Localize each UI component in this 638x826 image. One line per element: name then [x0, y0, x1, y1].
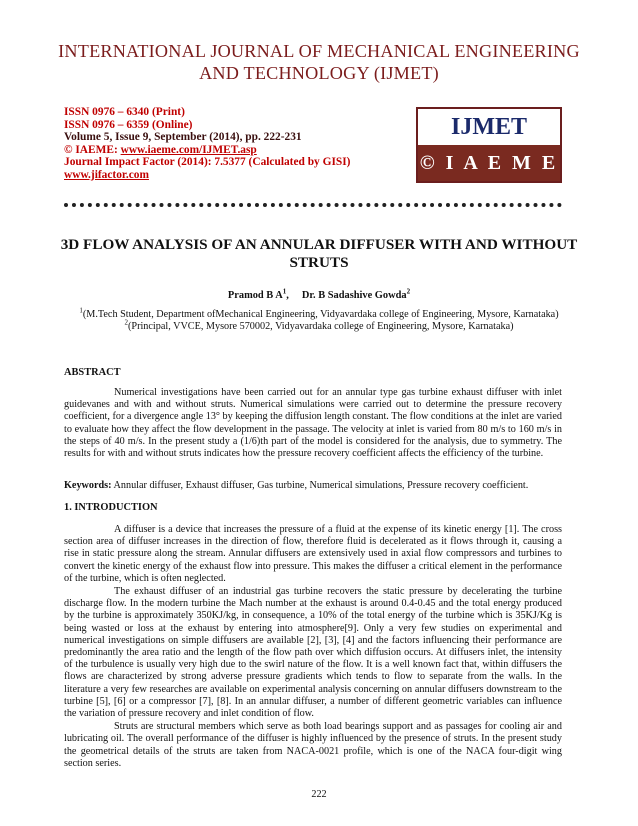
jifactor-link[interactable]: www.jifactor.com	[64, 168, 149, 181]
paper-title-line2: STRUTS	[289, 254, 349, 271]
author-2: Dr. B Sadashive Gowda	[301, 290, 407, 301]
logo-iaeme-text: © I A E M E	[418, 145, 560, 181]
iaeme-link[interactable]: www.iaeme.com/IJMET.asp	[120, 143, 257, 156]
page-number: 222	[311, 789, 327, 800]
affiliation-1-text: (M.Tech Student, Department ofMechanical Engineering, Vidyavardaka college of Engineering, Mysore, Karnataka)	[82, 309, 559, 320]
ijmet-logo	[416, 107, 562, 183]
iaeme-line	[64, 144, 404, 157]
author-1: Pramod B A	[227, 290, 283, 301]
issn-print: ISSN 0976 – 6340 (Print)	[64, 106, 185, 118]
introduction-heading: 1. INTRODUCTION	[64, 502, 158, 513]
journal-title-line1: INTERNATIONAL JOURNAL OF MECHANICAL ENGINEERING	[58, 41, 580, 61]
paper-title-line1: 3D FLOW ANALYSIS OF AN ANNULAR DIFFUSER WITH AND WITHOUT	[60, 236, 578, 253]
author-2-sup: 2	[406, 287, 411, 296]
logo-ijmet-text: IJMET	[418, 109, 560, 145]
journal-title-line2: AND TECHNOLOGY (IJMET)	[199, 63, 439, 83]
journal-info-block	[64, 106, 404, 182]
journal-title	[0, 40, 638, 84]
keywords-text: Annular diffuser, Exhaust diffuser, Gas turbine, Numerical simulations, Pressure recovery coefficient.	[111, 480, 529, 491]
affiliations	[40, 306, 598, 333]
header-divider	[64, 203, 562, 207]
intro-paragraph-1: A diffuser is a device that increases the pressure of a fluid at the expense of its kinetic energy [1]. The cross section area of diffuser increases in the direction of flow, therefore fluid is decelerated as it flows through it, causing a rise in static pressure along the stream. Annular diffusers are extensively used in axial flow compressors and turbines to convert the kinetic energy of the exhaust flow into pressure. This makes the diffuser a critical element in the performance of the turbine, which is often neglected.	[64, 524, 562, 584]
intro-paragraph-2: The exhaust diffuser of an industrial gas turbine recovers the static pressure by decelerating the turbine discharge flow. In the modern turbine the Mach number at the exhaust is around 0.4-0.45 and the total energy produced by the turbine is approximately 350KJ/kg, in consequence, a 10% of the total energy of the turbine which is 35KJ/Kg is being wasted or loss at the exhaust by entering into atmosphere[9]. Only a very few studies on experimental and numerical investigations on simple diffusers are available [2], [3], [4] and the factors influencing their performance are predominantly the area ratio and the length of the flow path over which diffusion occurs. At diffusers inlet, the intensity of the turbulence is usually very high due to the swirl nature of the flow. It is a well known fact that, within diffusers the flows are characterized by strong adverse pressure gradients which tends to flow to separate from the walls. In the literature a very few researches are available on experimental analysis concerning on annular diffusers downstream to the turbine [5], [6] or a compressor [7], [8]. In an annular diffuser, a number of different geometric variables can influence the variation of pressure recovery and inlet condition of flow.	[64, 586, 562, 720]
iaeme-prefix: © IAEME:	[64, 143, 121, 156]
affiliation-2	[40, 318, 598, 333]
issn-online: ISSN 0976 – 6359 (Online)	[64, 118, 193, 131]
keywords-label: Keywords:	[64, 480, 112, 491]
abstract-heading: ABSTRACT	[64, 367, 121, 378]
author-line: Pramod B $A^1$, Dr. B Sadashive Gowda$^2$	[227, 287, 411, 301]
intro-paragraph-3: Struts are structural members which serve as both load bearings support and as passages for cooling air and lubricating oil. The overall performance of the diffuser is highly influenced by the presence of struts. In the present study the geometrical details of the struts are taken from NACA-0021 profile, which is one of the NACA four-digit wing section series.	[64, 721, 562, 769]
affiliation-1-sup: 1	[79, 306, 83, 315]
author-1-sup: 1	[282, 287, 287, 296]
abstract-text: Numerical investigations have been carried out for an annular type gas turbine exhaust diffuser with inlet guidevanes and with and without struts. Numerical simulations were carried out to determine the pressure recovery coefficient, for a divergence angle 13° by keeping the diffusion length constant. The flow conditions at the inlet are varied to evaluate how they affect the flow development in the passage. The velocity at inlet is varied from 80 m/s to 160 m/s in the steps of 40 m/s. In the present study a (1/6)th part of the model is considered for the analysis, due to symmetry. The results for with and without struts indicates how the pressure recovery coefficient affects the efficiency of the turbine.	[64, 387, 562, 460]
affiliation-2-sup: 2	[124, 318, 129, 327]
affiliation-2-text: (Principal, VVCE, Mysore 570002, Vidyavardaka college of Engineering, Mysore, Karnataka)	[128, 321, 514, 332]
keywords	[64, 480, 562, 492]
volume-info: Volume 5, Issue 9, September (2014), pp. 222-231	[64, 131, 302, 144]
paper-title	[60, 236, 578, 272]
introduction-body	[64, 524, 562, 771]
impact-factor: Journal Impact Factor (2014): 7.5377 (Calculated by GISI)	[64, 156, 351, 169]
